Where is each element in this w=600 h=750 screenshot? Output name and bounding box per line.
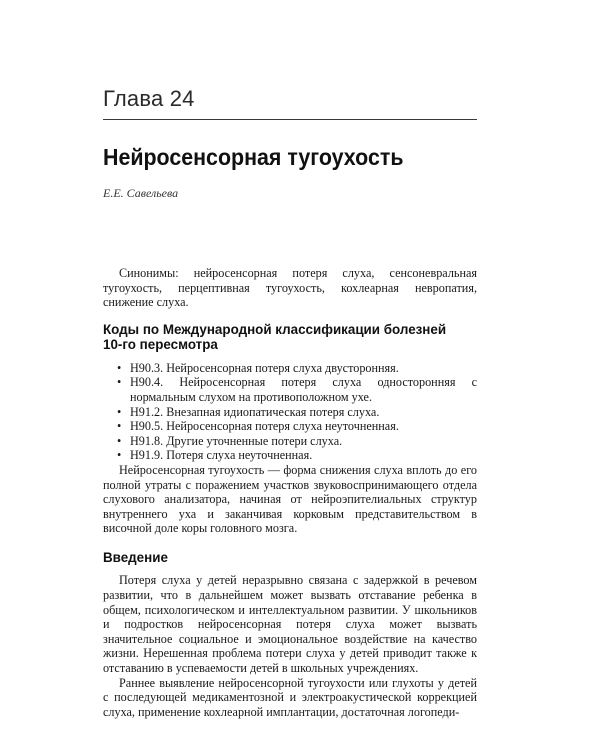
introduction-paragraph: Раннее выявление нейросенсорной тугоухости или глухоты у детей с последующей медикаментозной и электроакустической коррекцией слуха, применение кохлеарной имплантации, достаточная логопеди- xyxy=(103,675,477,719)
introduction-heading: Введение xyxy=(103,549,168,565)
chapter-title: Нейросенсорная тугоухость xyxy=(103,144,404,170)
list-item: • Н91.9. Потеря слуха неуточненная. xyxy=(117,448,477,463)
icd-heading-line2: 10-го пересмотра xyxy=(103,337,218,353)
chapter-body xyxy=(103,266,477,719)
icd-heading xyxy=(103,322,477,353)
definition-paragraph: Нейросенсорная тугоухость — форма снижения слуха вплоть до его полной утраты с поражением участков звуковоспринимающего отдела слухового анализатора, начиная от нейроэпителиальных структур внутреннего уха и заканчивая корковым представительством в височной доле коры головного мозга. xyxy=(103,462,477,536)
chapter-number: Глава 24 xyxy=(103,86,195,111)
list-item: • Н90.5. Нейросенсорная потеря слуха неуточненная. xyxy=(117,419,477,434)
introduction-paragraph: Потеря слуха у детей неразрывно связана с задержкой в речевом развитии, что в дальнейшем может вызвать отставание ребенка в общем, психологическом и интеллектуальном развитии. У школьников и подростков нейросенсорная потеря слуха может вызвать значительное социальное и эмоциональное воздействие на качество жизни. Нерешенная проблема потери слуха у детей приводит также к отставанию в успеваемости детей в школьных учреждениях. xyxy=(103,573,477,675)
list-item: • Н90.3. Нейросенсорная потеря слуха двусторонняя. xyxy=(117,361,477,376)
list-item: • Н90.4. Нейросенсорная потеря слуха односторонняя с нормальным слухом на противоположном ухе. xyxy=(117,375,477,404)
icd-heading-line1: Коды по Международной классификации болезней xyxy=(103,321,447,337)
list-item: • Н91.2. Внезапная идиопатическая потеря слуха. xyxy=(117,405,477,420)
synonyms-paragraph: Синонимы: нейросенсорная потеря слуха, сенсоневральная тугоухость, перцептивная тугоухость, кохлеарная невропатия, снижение слуха. xyxy=(103,266,477,310)
list-item: • Н91.8. Другие уточненные потери слуха. xyxy=(117,434,477,449)
author-name: Е.Е. Савельева xyxy=(103,186,179,200)
chapter-divider xyxy=(103,119,477,120)
icd-code-list xyxy=(117,361,477,463)
